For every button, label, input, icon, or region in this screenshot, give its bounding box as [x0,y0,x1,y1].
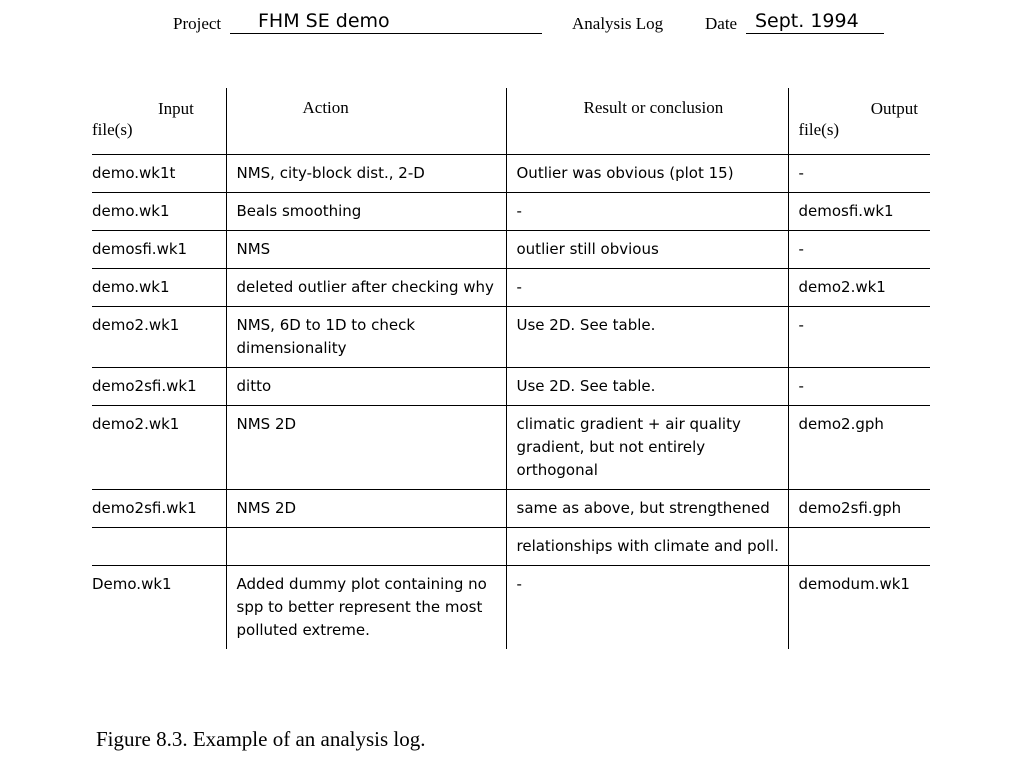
cell-output [788,528,930,566]
analysis-log-table [92,88,930,649]
cell-input: demo2.wk1 [92,406,226,490]
header-result: Result or conclusion [506,88,788,155]
cell-action [226,528,506,566]
cell-output: demo2.wk1 [788,269,930,307]
header-action: Action [226,88,506,155]
date-value: Sept. 1994 [755,10,859,32]
cell-output: - [788,155,930,193]
cell-result: - [506,193,788,231]
cell-output: - [788,307,930,368]
cell-input: Demo.wk1 [92,575,172,593]
table-row [92,368,930,406]
cell-action: ditto [226,368,506,406]
cell-input: demo2sfi.wk1 [92,368,226,406]
cell-result: Outlier was obvious (plot 15) [506,155,788,193]
cell-output: - [788,231,930,269]
project-underline [230,33,542,34]
cell-result: outlier still obvious [506,231,788,269]
project-label: Project [173,14,222,33]
cell-result: relationships with climate and poll. [506,528,788,566]
table-row [92,269,930,307]
log-header [0,8,1024,38]
cell-input: demo.wk1t [92,155,226,193]
cell-action: NMS [226,231,506,269]
cell-result: climatic gradient + air quality gradient, but not entirely orthogonal [506,406,788,490]
cell-action: Added dummy plot containing no spp to better represent the most polluted extreme. [226,566,506,650]
table-row [92,528,930,566]
cell-result: - [506,269,788,307]
cell-result: same as above, but strengthened [506,490,788,528]
cell-input: demosfi.wk1 [92,231,226,269]
cell-result: - [506,566,788,650]
cell-input: demo.wk1 [92,193,226,231]
table-row [92,193,930,231]
cell-output: demo2sfi.gph [788,490,930,528]
cell-output: demo2.gph [788,406,930,490]
cell-action: NMS 2D [226,490,506,528]
log-title: Analysis Log [572,14,664,33]
date-underline [746,33,884,34]
cell-action: NMS, 6D to 1D to check dimensionality [226,307,506,368]
cell-result: Use 2D. See table. [506,307,788,368]
table-row [92,566,930,650]
cell-result: Use 2D. See table. [506,368,788,406]
cell-output: - [788,368,930,406]
cell-input [92,528,226,566]
cell-action: Beals smoothing [226,193,506,231]
table-row [92,406,930,490]
date-label: Date [705,14,738,33]
cell-output: demodum.wk1 [788,566,930,650]
cell-action: deleted outlier after checking why [226,269,506,307]
cell-output: demosfi.wk1 [788,193,930,231]
cell-action: NMS, city-block dist., 2-D [226,155,506,193]
cell-action: NMS 2D [226,406,506,490]
table-row [92,490,930,528]
cell-input: demo2.wk1 [92,307,226,368]
table-row [92,307,930,368]
figure-caption: Figure 8.3. Example of an analysis log. [96,727,426,751]
header-output-files: Output file(s) [788,88,930,155]
table-row [92,155,930,193]
table-header-row [92,88,930,155]
header-input-files: Input file(s) [92,88,226,155]
cell-input: demo.wk1 [92,269,226,307]
table-row [92,231,930,269]
project-value: FHM SE demo [258,10,390,32]
cell-input: demo2sfi.wk1 [92,490,226,528]
